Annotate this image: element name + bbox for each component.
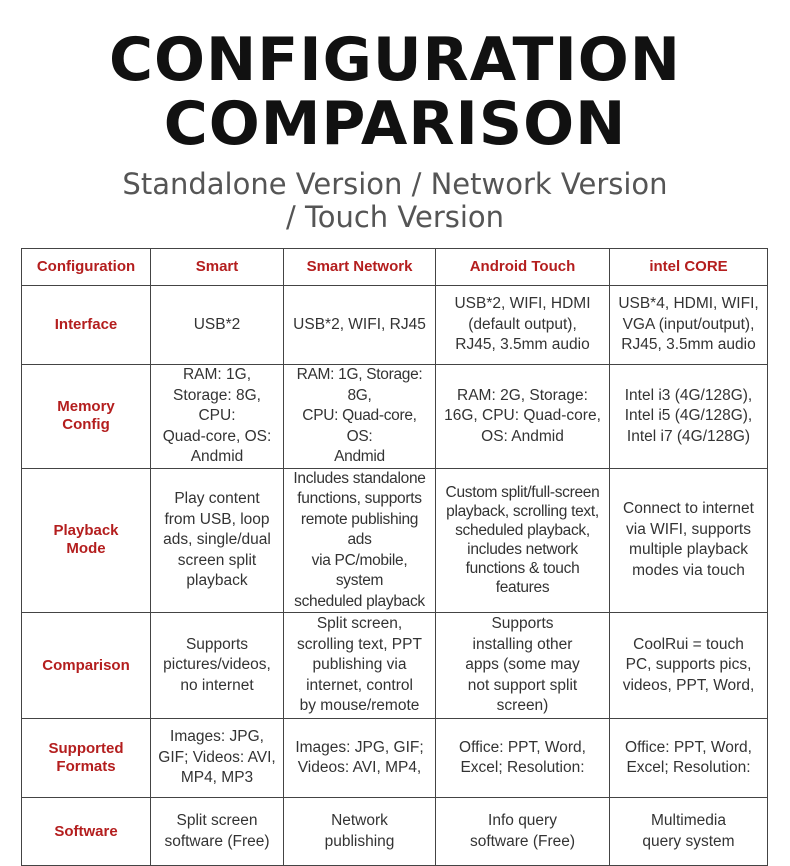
cell-line: Intel i7 (4G/128G): [626, 427, 751, 445]
cell-line: USB*2, WIFI, RJ45: [293, 315, 426, 333]
cell-line: software (Free): [164, 832, 270, 850]
cell-line: apps (some may: [465, 656, 580, 674]
cell-line: from USB, loop: [164, 510, 270, 528]
row-label: [22, 286, 151, 365]
cell-line: VGA (input/output),: [622, 315, 755, 333]
cell-line: Supports: [491, 615, 554, 633]
cell-line: pictures/videos,: [163, 656, 271, 674]
subtitle-line: Standalone Version / Network Version: [122, 167, 668, 201]
cell-line: playback, scrolling text,: [446, 503, 599, 521]
cell-line: Split screen: [176, 812, 258, 829]
cell-line: RAM: 1G, Storage: 8G,: [296, 366, 423, 404]
cell-line: Includes standalone: [293, 469, 426, 487]
table-cell: [284, 286, 436, 365]
row-label-line: Memory: [57, 398, 115, 416]
cell-line: not support split: [467, 676, 578, 694]
cell-line: scheduled playback: [294, 592, 425, 610]
cell-line: videos, PPT, Word,: [622, 676, 755, 694]
cell-line: Play content: [174, 490, 260, 507]
cell-line: Andmid: [334, 448, 385, 465]
row-label: [22, 719, 151, 798]
cell-line: Images: JPG, GIF;: [295, 738, 424, 756]
header-cell: Android Touch: [436, 249, 610, 286]
table-cell: [610, 365, 768, 469]
row-label-line: Interface: [54, 316, 118, 333]
cell-line: Videos: AVI, MP4,: [297, 759, 422, 776]
cell-line: Quad-core, OS:: [162, 427, 272, 445]
table-cell: [284, 613, 436, 719]
cell-line: functions, supports: [297, 490, 422, 507]
cell-line: RAM: 1G,: [182, 366, 252, 383]
table-cell: [436, 365, 610, 469]
cell-line: Office: PPT, Word,: [459, 738, 586, 756]
cell-line: scrolling text, PPT: [297, 635, 422, 653]
table-cell: [436, 719, 610, 798]
table-cell: [436, 468, 610, 613]
row-label-line: Supported: [48, 740, 124, 757]
cell-line: Images: JPG,: [170, 728, 264, 746]
cell-line: screen): [496, 697, 549, 715]
title-line: CONFIGURATION: [109, 25, 681, 95]
table-row: [22, 286, 768, 365]
header-cell: Configuration: [22, 249, 151, 286]
table-cell: [610, 798, 768, 866]
table-cell: [436, 286, 610, 365]
table-header-row: [22, 249, 768, 286]
comparison-table: [21, 248, 768, 866]
row-label: [22, 365, 151, 469]
subtitle-line: / Touch Version: [285, 200, 505, 234]
table-row: [22, 798, 768, 866]
cell-line: RJ45, 3.5mm audio: [621, 336, 756, 354]
cell-line: scheduled playback,: [455, 522, 590, 540]
table-cell: [284, 719, 436, 798]
row-label-line: Comparison: [42, 656, 130, 674]
cell-line: RAM: 2G, Storage:: [457, 386, 588, 404]
cell-line: RJ45, 3.5mm audio: [455, 336, 590, 354]
cell-line: via WIFI, supports: [626, 520, 751, 538]
table-row: [22, 365, 768, 469]
row-label-line: Mode: [66, 540, 106, 558]
cell-line: installing other: [472, 635, 573, 653]
cell-line: MP4, MP3: [180, 769, 254, 787]
row-label: [22, 798, 151, 866]
table-cell: [436, 798, 610, 866]
cell-line: functions & touch: [465, 560, 580, 578]
table-cell: [151, 365, 284, 469]
cell-line: (default output),: [468, 315, 577, 333]
cell-line: Andmid: [190, 448, 244, 465]
cell-line: includes network: [467, 541, 578, 559]
cell-line: by mouse/remote: [299, 697, 420, 715]
cell-line: Intel i5 (4G/128G),: [624, 407, 753, 424]
cell-line: via PC/mobile, system: [311, 551, 408, 589]
cell-line: CPU: Quad-core, OS:: [302, 407, 417, 445]
cell-line: 16G, CPU: Quad-core,: [444, 407, 601, 424]
cell-line: remote publishing ads: [300, 510, 419, 548]
row-label-line: Formats: [56, 758, 116, 775]
row-label: [22, 468, 151, 613]
cell-line: OS: Andmid: [481, 427, 564, 445]
cell-line: USB*2: [193, 315, 241, 333]
cell-line: GIF; Videos: AVI,: [158, 748, 276, 766]
table-cell: [436, 613, 610, 719]
cell-line: Split screen,: [316, 615, 403, 633]
cell-line: PC, supports pics,: [625, 656, 752, 674]
row-label-line: Software: [54, 822, 118, 840]
cell-line: no internet: [180, 676, 254, 694]
cell-line: Multimedia: [651, 812, 726, 829]
table-cell: [151, 468, 284, 613]
table-cell: [610, 719, 768, 798]
table-cell: [284, 798, 436, 866]
table-row: [22, 468, 768, 613]
row-label-line: Playback: [53, 522, 119, 540]
cell-line: modes via touch: [632, 561, 745, 579]
table-cell: [610, 468, 768, 613]
page-title: [0, 25, 790, 159]
table-cell: [284, 365, 436, 469]
cell-line: Storage: 8G, CPU:: [173, 386, 261, 424]
cell-line: Network: [331, 812, 388, 829]
table-cell: [151, 613, 284, 719]
cell-line: Excel; Resolution:: [460, 759, 585, 776]
cell-line: Supports: [185, 635, 249, 653]
table-cell: [151, 286, 284, 365]
cell-line: CoolRui = touch: [633, 635, 744, 653]
cell-line: features: [495, 579, 550, 597]
cell-line: Custom split/full-screen: [445, 484, 600, 502]
table-cell: [610, 286, 768, 365]
table-cell: [610, 613, 768, 719]
cell-line: software (Free): [469, 832, 576, 850]
cell-line: Intel i3 (4G/128G),: [624, 386, 753, 404]
cell-line: USB*2, WIFI, HDMI: [454, 295, 591, 313]
cell-line: ads, single/dual: [163, 531, 271, 548]
header-cell: Smart: [151, 249, 284, 286]
cell-line: multiple playback: [629, 541, 748, 559]
cell-line: Info query: [488, 812, 557, 829]
table-row: [22, 719, 768, 798]
row-label: [22, 613, 151, 719]
cell-line: internet, control: [306, 676, 413, 694]
page-subtitle: [0, 168, 790, 234]
table-cell: [151, 719, 284, 798]
title-line: COMPARISON: [163, 89, 627, 159]
header-cell: intel CORE: [610, 249, 768, 286]
cell-line: Connect to internet: [623, 500, 754, 518]
cell-line: Office: PPT, Word,: [625, 738, 752, 756]
cell-line: USB*4, HDMI, WIFI,: [618, 295, 759, 313]
header-cell: Smart Network: [284, 249, 436, 286]
cell-line: screen split: [177, 551, 257, 569]
table-cell: [284, 468, 436, 613]
cell-line: publishing: [324, 832, 395, 850]
cell-line: publishing via: [312, 656, 407, 674]
cell-line: query system: [642, 832, 735, 850]
cell-line: Excel; Resolution:: [626, 759, 751, 776]
row-label-line: Config: [62, 416, 110, 434]
cell-line: playback: [186, 572, 248, 589]
table-cell: [151, 798, 284, 866]
table-row: [22, 613, 768, 719]
